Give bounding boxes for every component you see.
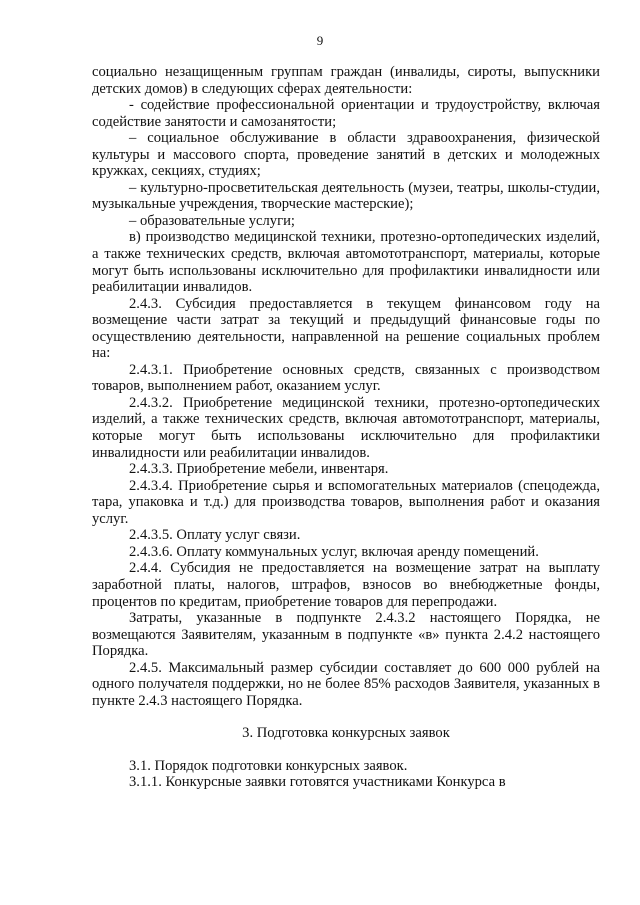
paragraph: 2.4.3.3. Приобретение мебели, инвентаря. [129, 461, 389, 478]
paragraph: 2.4.3. Субсидия предоставляется в текущем финансовом году на возмещение части затрат за текущий и предыдущий финансовые годы по осуществлению деятельности, направленной на решение социальных проблем на: [92, 295, 600, 362]
section-heading: 3. Подготовка конкурсных заявок [242, 725, 450, 742]
spacer [92, 709, 600, 725]
list-item: – образовательные услуги; [129, 212, 295, 229]
paragraph: 2.4.3.1. Приобретение основных средств, связанных с производством товаров, выполнением работ, оказанием услуг. [92, 361, 600, 395]
paragraph: Затраты, указанные в подпункте 2.4.3.2 настоящего Порядка, не возмещаются Заявителям, указанным в подпункте «в» пункта 2.4.2 настоящего Порядка. [92, 610, 600, 660]
document-body [92, 64, 600, 791]
list-item: – социальное обслуживание в области здравоохранения, физической культуры и массового спорта, проведение занятий в детских и молодежных кружках, секциях, студиях; [92, 130, 600, 180]
paragraph: 2.4.3.2. Приобретение медицинской техники, протезно-ортопедических изделий, а также технических средств, включая автомототранспорт, материалы, которые могут быть использованы исключительно для профилактики инвалидности или реабилитации инвалидов. [92, 394, 600, 461]
list-item: – культурно-просветительская деятельность (музеи, театры, школы-студии, музыкальные учреждения, творческие мастерские); [92, 179, 600, 213]
paragraph: 2.4.3.4. Приобретение сырья и вспомогательных материалов (спецодежда, тара, упаковка и т.д.) для производства товаров, выполнения работ и оказания услуг. [92, 477, 600, 527]
paragraph: 3.1.1. Конкурсные заявки готовятся участниками Конкурса в [129, 774, 506, 791]
page-number: 9 [316, 33, 324, 48]
list-item: - содействие профессиональной ориентации и трудоустройству, включая содействие занятости и самозанятости; [92, 97, 600, 130]
paragraph: 2.4.5. Максимальный размер субсидии составляет до 600 000 рублей на одного получателя поддержки, но не более 85% расходов Заявителя, указанных в пункте 2.4.3 настоящего Порядка. [92, 659, 600, 709]
paragraph: в) производство медицинской техники, протезно-ортопедических изделий, а также технических средств, включая автомототранспорт, материалы, которые могут быть использованы исключительно для профилактики инвалидности или реабилитации инвалидов. [92, 229, 600, 296]
paragraph: 2.4.3.5. Оплату услуг связи. [129, 527, 301, 544]
paragraph: 2.4.4. Субсидия не предоставляется на возмещение затрат на выплату заработной платы, налогов, штрафов, взносов во внебюджетные фонды, процентов по кредитам, приобретение товаров для перепродажи. [92, 560, 600, 610]
paragraph: социально незащищенным группам граждан (инвалиды, сироты, выпускники детских домов) в следующих сферах деятельности: [92, 64, 600, 97]
spacer [92, 742, 600, 758]
paragraph: 2.4.3.6. Оплату коммунальных услуг, включая аренду помещений. [129, 543, 539, 560]
paragraph: 3.1. Порядок подготовки конкурсных заявок. [129, 757, 408, 774]
